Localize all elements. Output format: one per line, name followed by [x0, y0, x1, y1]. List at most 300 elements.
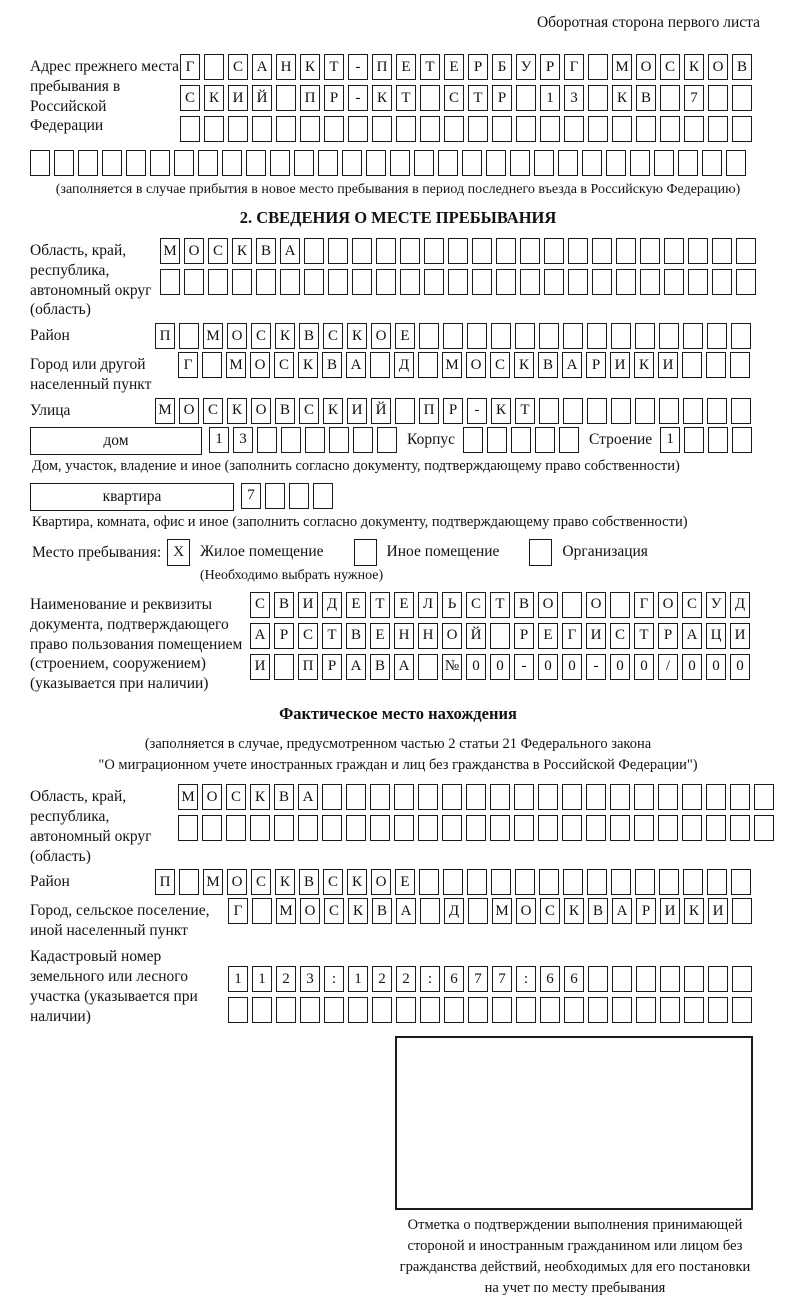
char-cell[interactable]	[252, 898, 272, 924]
char-cell[interactable]: С	[203, 398, 223, 424]
char-cell[interactable]: Т	[370, 592, 390, 618]
char-cell[interactable]	[289, 483, 309, 509]
char-cell[interactable]	[610, 815, 630, 841]
char-cell[interactable]: Т	[490, 592, 510, 618]
char-cell[interactable]: 0	[562, 654, 582, 680]
char-cell[interactable]: Т	[322, 623, 342, 649]
char-cell[interactable]: А	[612, 898, 632, 924]
char-cell[interactable]	[487, 427, 507, 453]
char-cell[interactable]: 3	[564, 85, 584, 111]
char-cell[interactable]: О	[371, 869, 391, 895]
char-cell[interactable]: -	[586, 654, 606, 680]
char-cell[interactable]: А	[252, 54, 272, 80]
char-cell[interactable]: В	[732, 54, 752, 80]
char-cell[interactable]: О	[250, 352, 270, 378]
char-cell[interactable]	[516, 116, 536, 142]
char-cell[interactable]	[468, 116, 488, 142]
char-cell[interactable]	[539, 398, 559, 424]
char-cell[interactable]: А	[280, 238, 300, 264]
char-cell[interactable]: Т	[324, 54, 344, 80]
char-cell[interactable]: Г	[564, 54, 584, 80]
char-cell[interactable]: И	[708, 898, 728, 924]
char-cell[interactable]: 0	[682, 654, 702, 680]
char-cell[interactable]	[612, 966, 632, 992]
char-cell[interactable]: В	[275, 398, 295, 424]
char-cell[interactable]: О	[708, 54, 728, 80]
char-cell[interactable]: А	[394, 654, 414, 680]
char-cell[interactable]	[539, 869, 559, 895]
char-cell[interactable]	[568, 269, 588, 295]
char-cell[interactable]	[564, 997, 584, 1023]
char-cell[interactable]	[208, 269, 228, 295]
char-cell[interactable]	[682, 784, 702, 810]
char-cell[interactable]: 1	[660, 427, 680, 453]
char-cell[interactable]	[588, 116, 608, 142]
char-cell[interactable]	[630, 150, 650, 176]
char-cell[interactable]	[564, 116, 584, 142]
char-cell[interactable]	[228, 997, 248, 1023]
char-cell[interactable]: Р	[443, 398, 463, 424]
char-cell[interactable]	[496, 238, 516, 264]
char-cell[interactable]: К	[514, 352, 534, 378]
char-cell[interactable]	[684, 966, 704, 992]
char-cell[interactable]: И	[660, 898, 680, 924]
char-cell[interactable]: Г	[228, 898, 248, 924]
char-cell[interactable]	[731, 869, 751, 895]
char-cell[interactable]: В	[370, 654, 390, 680]
char-cell[interactable]	[732, 85, 752, 111]
char-cell[interactable]	[265, 483, 285, 509]
char-cell[interactable]	[588, 85, 608, 111]
char-cell[interactable]	[754, 784, 774, 810]
char-cell[interactable]	[616, 238, 636, 264]
char-cell[interactable]	[424, 269, 444, 295]
char-cell[interactable]: А	[346, 352, 366, 378]
char-cell[interactable]: 6	[444, 966, 464, 992]
char-cell[interactable]: П	[298, 654, 318, 680]
char-cell[interactable]	[370, 784, 390, 810]
char-cell[interactable]	[274, 654, 294, 680]
char-cell[interactable]: К	[634, 352, 654, 378]
char-cell[interactable]: К	[612, 85, 632, 111]
char-cell[interactable]	[636, 966, 656, 992]
char-cell[interactable]	[520, 238, 540, 264]
char-cell[interactable]	[443, 869, 463, 895]
char-cell[interactable]: 3	[300, 966, 320, 992]
char-cell[interactable]: К	[684, 54, 704, 80]
char-cell[interactable]: С	[228, 54, 248, 80]
char-cell[interactable]	[559, 427, 579, 453]
char-cell[interactable]	[370, 815, 390, 841]
char-cell[interactable]	[640, 238, 660, 264]
char-cell[interactable]: И	[228, 85, 248, 111]
char-cell[interactable]: И	[610, 352, 630, 378]
char-cell[interactable]: М	[203, 323, 223, 349]
char-cell[interactable]	[683, 398, 703, 424]
char-cell[interactable]: К	[275, 323, 295, 349]
char-cell[interactable]	[635, 323, 655, 349]
char-cell[interactable]: А	[682, 623, 702, 649]
char-cell[interactable]: О	[227, 869, 247, 895]
char-cell[interactable]	[511, 427, 531, 453]
checkbox-residential[interactable]: X	[167, 539, 190, 566]
char-cell[interactable]: Е	[394, 592, 414, 618]
char-cell[interactable]	[659, 398, 679, 424]
char-cell[interactable]: Д	[730, 592, 750, 618]
char-cell[interactable]: С	[324, 898, 344, 924]
char-cell[interactable]: П	[155, 869, 175, 895]
char-cell[interactable]	[462, 150, 482, 176]
char-cell[interactable]	[732, 966, 752, 992]
char-cell[interactable]: О	[538, 592, 558, 618]
char-cell[interactable]	[660, 966, 680, 992]
char-cell[interactable]	[708, 85, 728, 111]
char-cell[interactable]	[270, 150, 290, 176]
char-cell[interactable]	[612, 116, 632, 142]
char-cell[interactable]	[420, 997, 440, 1023]
char-cell[interactable]: Б	[492, 54, 512, 80]
char-cell[interactable]	[418, 654, 438, 680]
char-cell[interactable]: Р	[468, 54, 488, 80]
char-cell[interactable]: В	[322, 352, 342, 378]
char-cell[interactable]	[400, 238, 420, 264]
char-cell[interactable]	[256, 269, 276, 295]
char-cell[interactable]	[444, 997, 464, 1023]
char-cell[interactable]	[514, 784, 534, 810]
char-cell[interactable]: 0	[610, 654, 630, 680]
char-cell[interactable]	[418, 815, 438, 841]
char-cell[interactable]: М	[160, 238, 180, 264]
char-cell[interactable]	[394, 815, 414, 841]
char-cell[interactable]	[366, 150, 386, 176]
char-cell[interactable]: В	[538, 352, 558, 378]
char-cell[interactable]	[568, 238, 588, 264]
char-cell[interactable]: 0	[538, 654, 558, 680]
char-cell[interactable]: К	[564, 898, 584, 924]
char-cell[interactable]	[294, 150, 314, 176]
char-cell[interactable]	[328, 238, 348, 264]
char-cell[interactable]	[204, 116, 224, 142]
char-cell[interactable]: С	[250, 592, 270, 618]
char-cell[interactable]	[420, 898, 440, 924]
char-cell[interactable]	[372, 997, 392, 1023]
char-cell[interactable]	[54, 150, 74, 176]
char-cell[interactable]	[516, 85, 536, 111]
char-cell[interactable]	[348, 997, 368, 1023]
char-cell[interactable]	[179, 869, 199, 895]
char-cell[interactable]	[492, 116, 512, 142]
char-cell[interactable]	[424, 238, 444, 264]
char-cell[interactable]: 6	[540, 966, 560, 992]
char-cell[interactable]: М	[276, 898, 296, 924]
char-cell[interactable]: О	[202, 784, 222, 810]
char-cell[interactable]: Р	[636, 898, 656, 924]
char-cell[interactable]	[420, 85, 440, 111]
char-cell[interactable]	[682, 815, 702, 841]
char-cell[interactable]	[298, 815, 318, 841]
char-cell[interactable]	[324, 116, 344, 142]
char-cell[interactable]: 7	[241, 483, 261, 509]
char-cell[interactable]	[562, 784, 582, 810]
char-cell[interactable]: В	[299, 323, 319, 349]
char-cell[interactable]: К	[227, 398, 247, 424]
char-cell[interactable]	[252, 997, 272, 1023]
char-cell[interactable]	[246, 150, 266, 176]
char-cell[interactable]	[588, 997, 608, 1023]
char-cell[interactable]: В	[372, 898, 392, 924]
char-cell[interactable]	[418, 784, 438, 810]
char-cell[interactable]	[611, 323, 631, 349]
char-cell[interactable]: О	[251, 398, 271, 424]
char-cell[interactable]	[732, 898, 752, 924]
char-cell[interactable]: О	[442, 623, 462, 649]
char-cell[interactable]: У	[516, 54, 536, 80]
char-cell[interactable]: С	[208, 238, 228, 264]
char-cell[interactable]	[419, 869, 439, 895]
char-cell[interactable]	[712, 269, 732, 295]
char-cell[interactable]	[660, 997, 680, 1023]
char-cell[interactable]: А	[346, 654, 366, 680]
char-cell[interactable]	[538, 784, 558, 810]
char-cell[interactable]	[538, 815, 558, 841]
char-cell[interactable]: С	[660, 54, 680, 80]
char-cell[interactable]: 2	[372, 966, 392, 992]
char-cell[interactable]: Г	[634, 592, 654, 618]
char-cell[interactable]: Й	[371, 398, 391, 424]
char-cell[interactable]	[419, 323, 439, 349]
char-cell[interactable]: Р	[324, 85, 344, 111]
char-cell[interactable]: П	[155, 323, 175, 349]
char-cell[interactable]	[180, 116, 200, 142]
char-cell[interactable]	[731, 398, 751, 424]
char-cell[interactable]: К	[372, 85, 392, 111]
char-cell[interactable]: 1	[228, 966, 248, 992]
char-cell[interactable]	[588, 54, 608, 80]
char-cell[interactable]: Д	[394, 352, 414, 378]
char-cell[interactable]	[491, 869, 511, 895]
char-cell[interactable]: -	[514, 654, 534, 680]
char-cell[interactable]	[281, 427, 301, 453]
char-cell[interactable]	[683, 323, 703, 349]
char-cell[interactable]	[442, 815, 462, 841]
char-cell[interactable]: С	[490, 352, 510, 378]
char-cell[interactable]: Н	[394, 623, 414, 649]
char-cell[interactable]: 6	[564, 966, 584, 992]
char-cell[interactable]	[730, 815, 750, 841]
char-cell[interactable]: Е	[396, 54, 416, 80]
char-cell[interactable]	[732, 997, 752, 1023]
char-cell[interactable]	[394, 784, 414, 810]
char-cell[interactable]: 2	[276, 966, 296, 992]
char-cell[interactable]	[683, 869, 703, 895]
char-cell[interactable]	[396, 997, 416, 1023]
char-cell[interactable]	[587, 869, 607, 895]
char-cell[interactable]	[463, 427, 483, 453]
char-cell[interactable]	[472, 238, 492, 264]
char-cell[interactable]	[592, 238, 612, 264]
char-cell[interactable]: Й	[466, 623, 486, 649]
char-cell[interactable]: И	[250, 654, 270, 680]
char-cell[interactable]	[520, 269, 540, 295]
char-cell[interactable]: Д	[322, 592, 342, 618]
char-cell[interactable]: Г	[562, 623, 582, 649]
char-cell[interactable]	[496, 269, 516, 295]
char-cell[interactable]: О	[179, 398, 199, 424]
checkbox-other-premises[interactable]	[354, 539, 377, 566]
char-cell[interactable]: 2	[396, 966, 416, 992]
char-cell[interactable]	[222, 150, 242, 176]
char-cell[interactable]	[276, 116, 296, 142]
char-cell[interactable]: №	[442, 654, 462, 680]
char-cell[interactable]: М	[492, 898, 512, 924]
char-cell[interactable]: И	[586, 623, 606, 649]
char-cell[interactable]	[563, 323, 583, 349]
char-cell[interactable]	[640, 269, 660, 295]
char-cell[interactable]	[707, 323, 727, 349]
char-cell[interactable]	[376, 269, 396, 295]
char-cell[interactable]	[420, 116, 440, 142]
char-cell[interactable]	[563, 398, 583, 424]
char-cell[interactable]	[328, 269, 348, 295]
char-cell[interactable]: М	[226, 352, 246, 378]
char-cell[interactable]	[102, 150, 122, 176]
char-cell[interactable]: В	[299, 869, 319, 895]
char-cell[interactable]	[664, 269, 684, 295]
char-cell[interactable]	[535, 427, 555, 453]
char-cell[interactable]	[322, 784, 342, 810]
char-cell[interactable]: К	[298, 352, 318, 378]
char-cell[interactable]: 0	[466, 654, 486, 680]
char-cell[interactable]	[664, 238, 684, 264]
char-cell[interactable]	[606, 150, 626, 176]
char-cell[interactable]	[300, 997, 320, 1023]
char-cell[interactable]	[708, 116, 728, 142]
char-cell[interactable]: В	[514, 592, 534, 618]
char-cell[interactable]: С	[274, 352, 294, 378]
char-cell[interactable]	[400, 269, 420, 295]
char-cell[interactable]	[582, 150, 602, 176]
char-cell[interactable]: /	[658, 654, 678, 680]
char-cell[interactable]: С	[444, 85, 464, 111]
char-cell[interactable]	[636, 116, 656, 142]
char-cell[interactable]: М	[203, 869, 223, 895]
char-cell[interactable]	[515, 869, 535, 895]
char-cell[interactable]	[610, 592, 630, 618]
char-cell[interactable]	[348, 116, 368, 142]
char-cell[interactable]	[390, 150, 410, 176]
char-cell[interactable]: О	[371, 323, 391, 349]
char-cell[interactable]: Е	[395, 323, 415, 349]
char-cell[interactable]: Т	[468, 85, 488, 111]
char-cell[interactable]	[731, 323, 751, 349]
char-cell[interactable]	[706, 352, 726, 378]
char-cell[interactable]: Р	[492, 85, 512, 111]
char-cell[interactable]	[516, 997, 536, 1023]
char-cell[interactable]: О	[658, 592, 678, 618]
char-cell[interactable]	[540, 116, 560, 142]
char-cell[interactable]	[318, 150, 338, 176]
char-cell[interactable]: Т	[634, 623, 654, 649]
char-cell[interactable]	[708, 427, 728, 453]
char-cell[interactable]	[587, 398, 607, 424]
char-cell[interactable]	[732, 427, 752, 453]
char-cell[interactable]	[611, 398, 631, 424]
char-cell[interactable]	[257, 427, 277, 453]
char-cell[interactable]	[313, 483, 333, 509]
char-cell[interactable]: С	[226, 784, 246, 810]
char-cell[interactable]	[448, 238, 468, 264]
char-cell[interactable]: П	[372, 54, 392, 80]
char-cell[interactable]: Н	[276, 54, 296, 80]
char-cell[interactable]: М	[612, 54, 632, 80]
char-cell[interactable]: К	[347, 323, 367, 349]
char-cell[interactable]: 0	[490, 654, 510, 680]
char-cell[interactable]: С	[299, 398, 319, 424]
char-cell[interactable]	[442, 784, 462, 810]
char-cell[interactable]	[395, 398, 415, 424]
char-cell[interactable]	[562, 815, 582, 841]
char-cell[interactable]	[592, 269, 612, 295]
char-cell[interactable]: В	[346, 623, 366, 649]
char-cell[interactable]	[491, 323, 511, 349]
char-cell[interactable]	[612, 997, 632, 1023]
char-cell[interactable]	[468, 898, 488, 924]
char-cell[interactable]: Т	[515, 398, 535, 424]
char-cell[interactable]: 1	[209, 427, 229, 453]
char-cell[interactable]	[232, 269, 252, 295]
char-cell[interactable]	[352, 269, 372, 295]
char-cell[interactable]	[418, 352, 438, 378]
char-cell[interactable]	[688, 269, 708, 295]
char-cell[interactable]: С	[466, 592, 486, 618]
char-cell[interactable]	[490, 815, 510, 841]
char-cell[interactable]: 3	[233, 427, 253, 453]
char-cell[interactable]	[682, 352, 702, 378]
char-cell[interactable]: К	[323, 398, 343, 424]
char-cell[interactable]: Л	[418, 592, 438, 618]
char-cell[interactable]	[706, 784, 726, 810]
char-cell[interactable]	[346, 815, 366, 841]
char-cell[interactable]	[708, 966, 728, 992]
char-cell[interactable]: К	[347, 869, 367, 895]
char-cell[interactable]: К	[684, 898, 704, 924]
char-cell[interactable]: И	[658, 352, 678, 378]
char-cell[interactable]: Р	[586, 352, 606, 378]
char-cell[interactable]	[372, 116, 392, 142]
char-cell[interactable]: Е	[538, 623, 558, 649]
char-cell[interactable]: -	[348, 85, 368, 111]
char-cell[interactable]	[586, 815, 606, 841]
char-cell[interactable]	[376, 238, 396, 264]
char-cell[interactable]: В	[588, 898, 608, 924]
char-cell[interactable]	[184, 269, 204, 295]
char-cell[interactable]	[558, 150, 578, 176]
char-cell[interactable]	[730, 784, 750, 810]
char-cell[interactable]	[322, 815, 342, 841]
char-cell[interactable]	[352, 238, 372, 264]
char-cell[interactable]: С	[540, 898, 560, 924]
char-cell[interactable]	[324, 997, 344, 1023]
char-cell[interactable]	[198, 150, 218, 176]
char-cell[interactable]: Т	[420, 54, 440, 80]
char-cell[interactable]	[448, 269, 468, 295]
char-cell[interactable]	[304, 238, 324, 264]
char-cell[interactable]	[274, 815, 294, 841]
char-cell[interactable]	[492, 997, 512, 1023]
char-cell[interactable]	[202, 352, 222, 378]
char-cell[interactable]: Р	[514, 623, 534, 649]
char-cell[interactable]	[353, 427, 373, 453]
